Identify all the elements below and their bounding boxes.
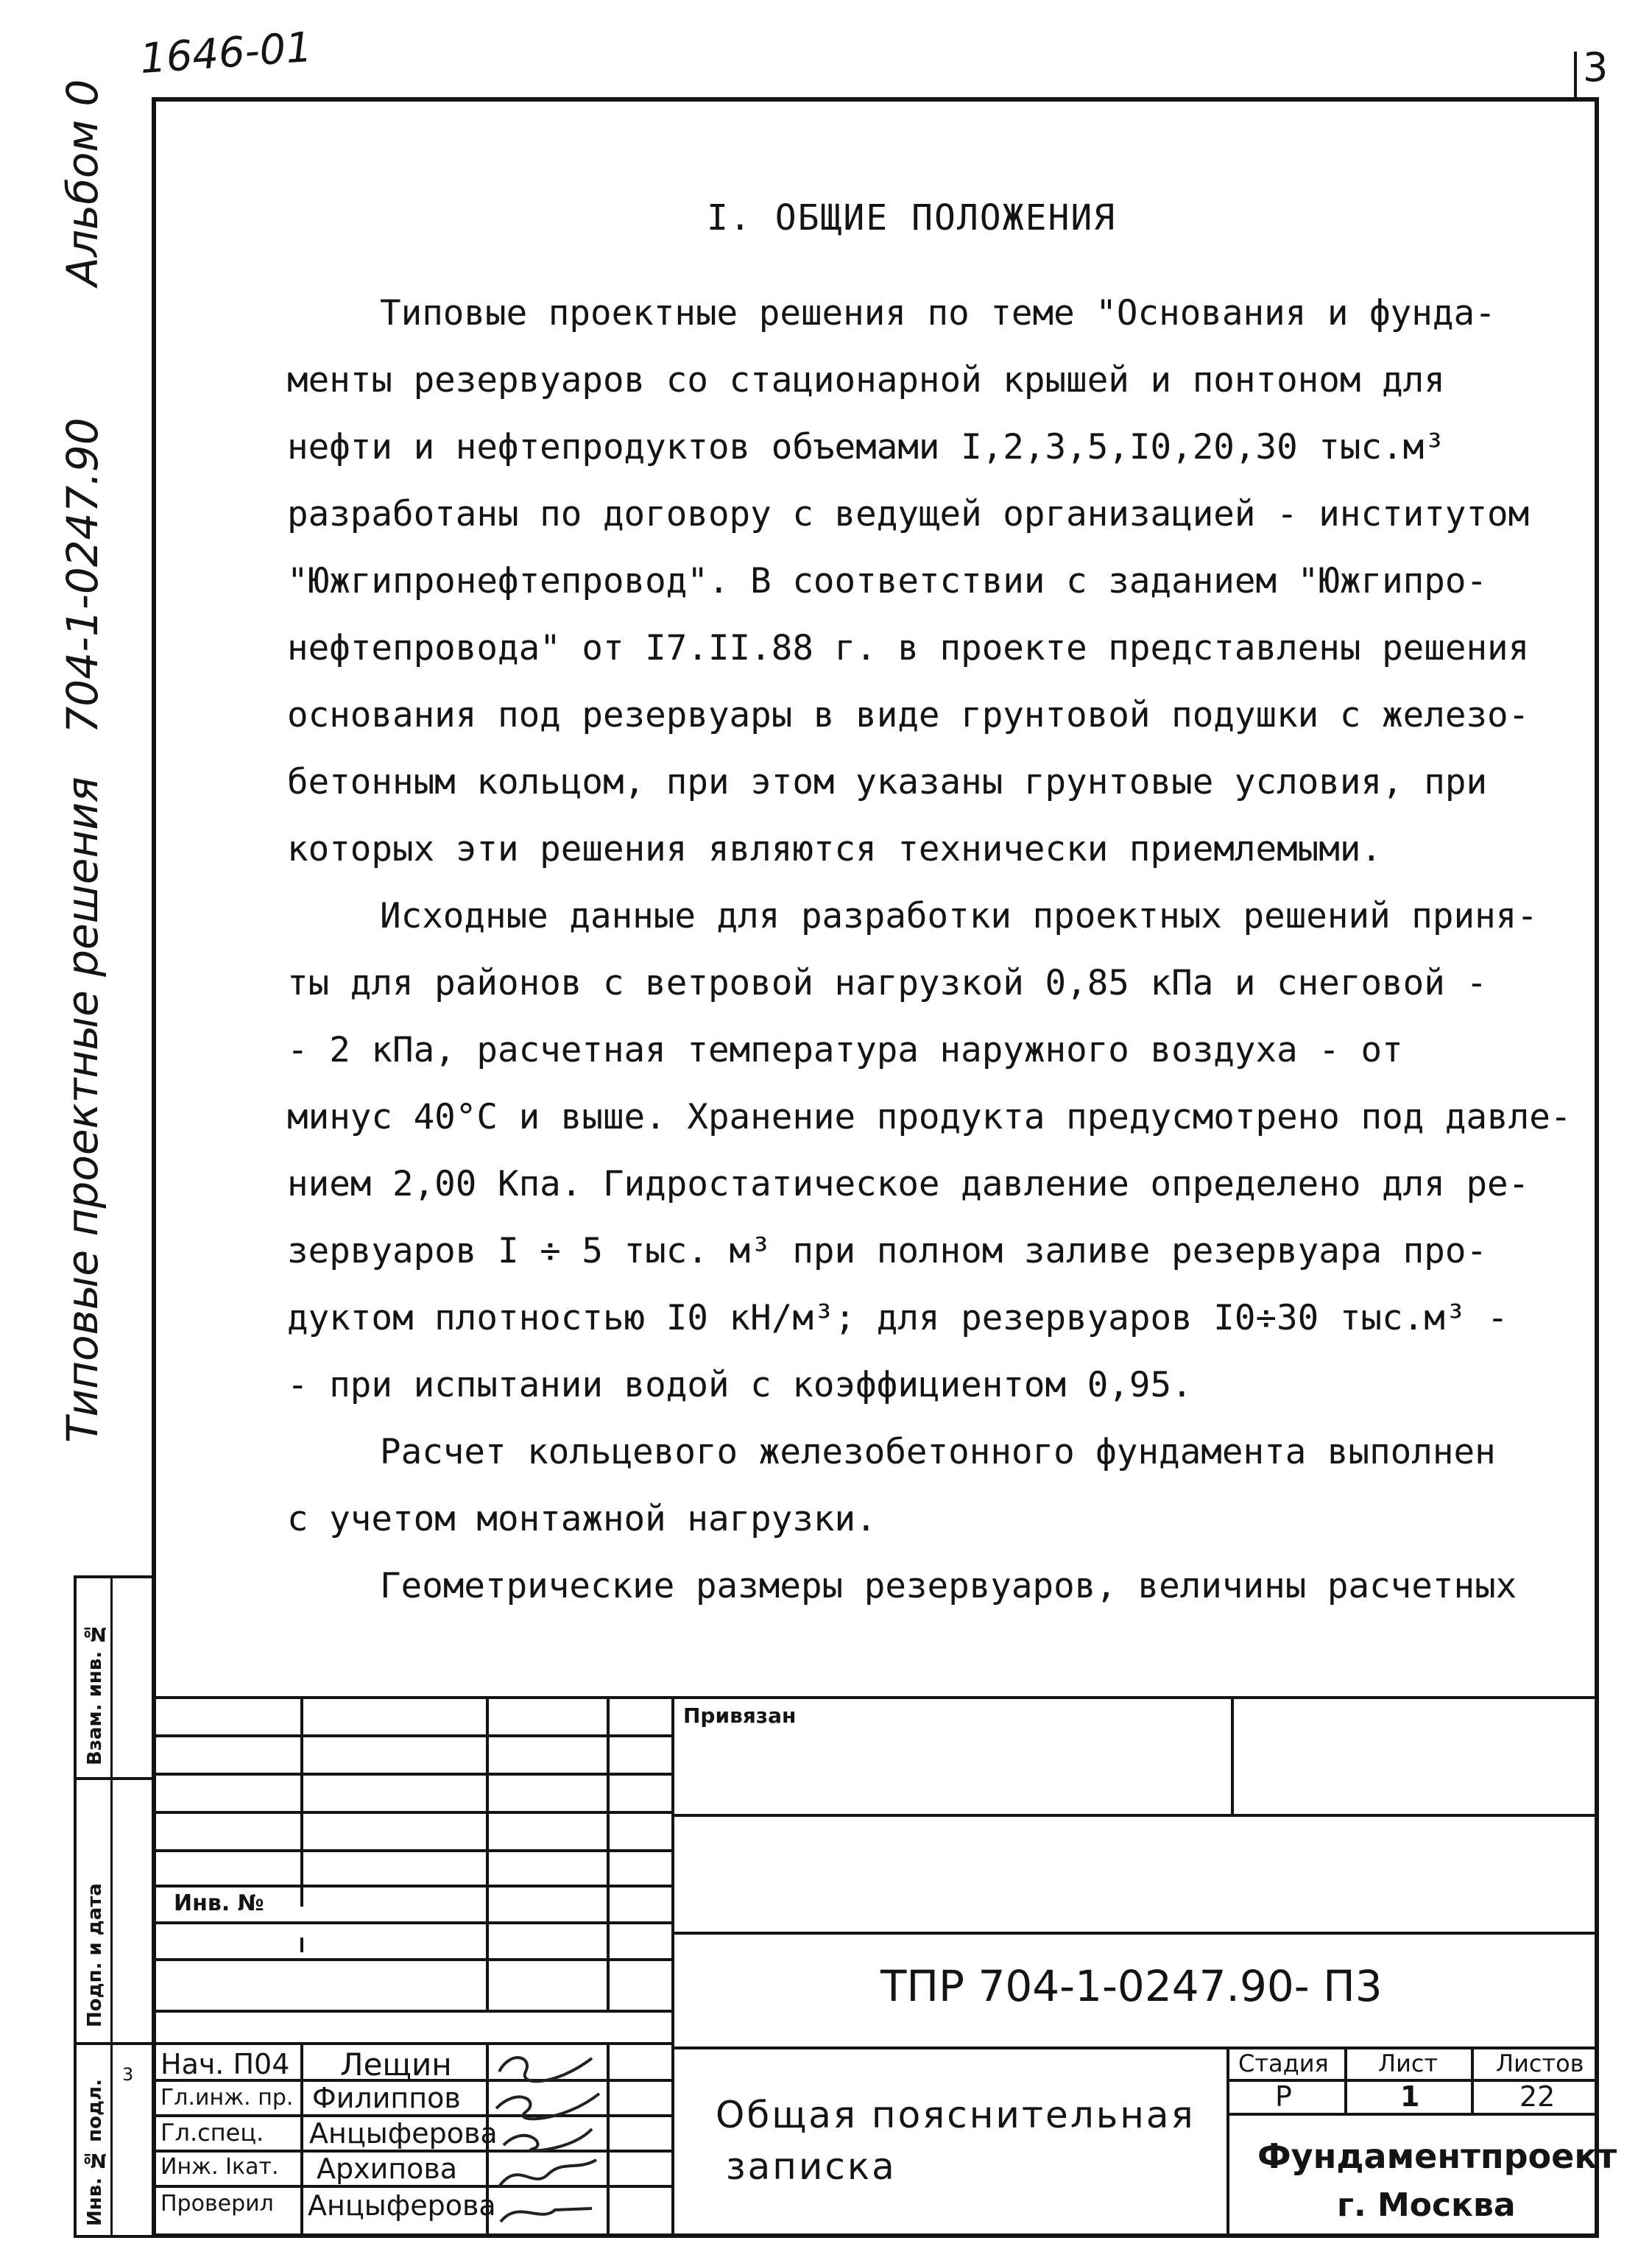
signature-name: Анцыферова (308, 2189, 496, 2222)
grid-line (156, 1811, 671, 1814)
sheet-label: Лист (1378, 2049, 1439, 2077)
grid-line (607, 2042, 610, 2238)
side-caption-album: Альбом 0 (57, 79, 107, 286)
grid-line (671, 1696, 674, 2238)
body-line: "Южгипронефтепровод". В соответствии с заданием "Южгипро- (287, 561, 1488, 601)
sheets-value: 22 (1519, 2080, 1556, 2113)
privyazan-label: Привязан (683, 1703, 797, 1728)
grid-line (1471, 2047, 1474, 2113)
stage-label: Стадия (1238, 2049, 1329, 2077)
body-line: нием 2,00 Кпа. Гидростатическое давление определено для ре- (287, 1164, 1530, 1204)
signature-role: Инж. Iкат. (160, 2154, 279, 2180)
grid-line (156, 1921, 671, 1924)
side-stub-table (74, 1575, 155, 2238)
document-code: ТПР 704-1-0247.90- П3 (880, 1961, 1383, 2011)
signature-scribbles (489, 2042, 607, 2238)
title-block (156, 1696, 1617, 2238)
stub-divider (77, 2042, 155, 2045)
body-line: ты для районов с ветровой нагрузкой 0,85 кПа и снеговой - (287, 963, 1488, 1003)
body-line: - при испытании водой с коэффициентом 0,95. (287, 1365, 1193, 1405)
body-line: бетонным кольцом, при этом указаны грунтовые условия, при (287, 762, 1488, 802)
stage-value: Р (1275, 2080, 1292, 2113)
sheet-value: 1 (1400, 2080, 1420, 2113)
grid-line (671, 2047, 1599, 2049)
section-title: I. ОБЩИЕ ПОЛОЖЕНИЯ (707, 197, 1117, 239)
signature-name: Анцыферова (309, 2117, 498, 2150)
grid-line (156, 1773, 671, 1776)
signature-role: Гл.спец. (160, 2119, 264, 2147)
organization-city: г. Москва (1337, 2186, 1516, 2224)
body-line: разработаны по договору с ведущей организацией - институтом (287, 494, 1530, 534)
grid-line (1226, 2047, 1229, 2238)
body-line: Геометрические размеры резервуаров, величины расчетных (380, 1566, 1517, 1606)
grid-line (156, 1734, 671, 1737)
signature-role: Гл.инж. пр. (160, 2085, 294, 2111)
stub-label-replaced-inv: Взам. инв. № (84, 1622, 106, 1765)
body-line: - 2 кПа, расчетная температура наружного воздуха - от (287, 1030, 1403, 1070)
signature-name: Архипова (317, 2153, 458, 2185)
grid-line (156, 1849, 671, 1852)
signature-role: Нач. П04 (160, 2048, 290, 2080)
body-line: которых эти решения являются технически приемлемыми. (287, 829, 1383, 869)
grid-line (1231, 1696, 1234, 1814)
stub-label-original-inv: Инв. № подл. (84, 2079, 106, 2226)
grid-line (607, 1696, 610, 2010)
body-line: зервуаров I ÷ 5 тыс. м³ при полном заливе резервуара про- (287, 1231, 1488, 1271)
body-line: дуктом плотностью I0 кН/м³; для резервуаров I0÷30 тыс.м³ - (287, 1298, 1508, 1338)
body-line: минус 40°С и выше. Хранение продукта предусмотрено под давле- (287, 1097, 1572, 1137)
body-line: Исходные данные для разработки проектных решений приня- (380, 896, 1538, 936)
body-line: с учетом монтажной нагрузки. (287, 1499, 877, 1539)
title-block-border (156, 1696, 1599, 1699)
side-caption-number: 704-1-0247.90 (57, 417, 107, 734)
stub-label-sign-date: Подп. и дата (84, 1883, 106, 2027)
grid-line (671, 1932, 1599, 1935)
grid-line (300, 2042, 303, 2238)
grid-line (156, 1885, 671, 1888)
body-text (287, 280, 1572, 1620)
grid-line (156, 1958, 671, 1961)
body-line: основания под резервуары в виде грунтовой подушки с железо- (287, 695, 1530, 735)
organization-name: Фундаментпроект (1257, 2136, 1617, 2176)
document-title-line2: записка (726, 2145, 897, 2188)
document-code-handwritten: 1646-01 (138, 23, 314, 84)
body-line: Расчет кольцевого железобетонного фундамента выполнен (380, 1432, 1496, 1472)
grid-line (156, 2010, 671, 2013)
grid-line (300, 1696, 303, 1907)
inventory-number-label: Инв. № (174, 1890, 264, 1916)
signature-role: Проверил (160, 2191, 274, 2217)
grid-line (486, 1696, 489, 2010)
side-caption-title: Типовые проектные решения (57, 777, 107, 1443)
stub-small-mark: 3 (122, 2064, 134, 2085)
body-line: Типовые проектные решения по теме "Основания и фунда- (380, 293, 1496, 333)
body-line: менты резервуаров со стационарной крышей и понтоном для (287, 360, 1445, 400)
grid-line (300, 1938, 303, 1952)
side-caption (57, 79, 116, 1443)
sheets-label: Листов (1496, 2049, 1584, 2077)
grid-line (1344, 2047, 1347, 2113)
stub-divider (77, 1777, 155, 1780)
signature-name: Лещин (340, 2047, 452, 2083)
grid-line (671, 1814, 1599, 1817)
page-number: 3 (1583, 44, 1609, 91)
page-number-divider (1574, 52, 1577, 97)
body-line: нефтепровода" от I7.II.88 г. в проекте представлены решения (287, 628, 1530, 668)
signature-name: Филиппов (312, 2082, 461, 2114)
grid-line (1226, 2113, 1599, 2116)
body-line: нефти и нефтепродуктов объемами I,2,3,5,I0,20,30 тыс.м³ (287, 427, 1445, 467)
document-title-line1: Общая пояснительная (716, 2094, 1196, 2136)
